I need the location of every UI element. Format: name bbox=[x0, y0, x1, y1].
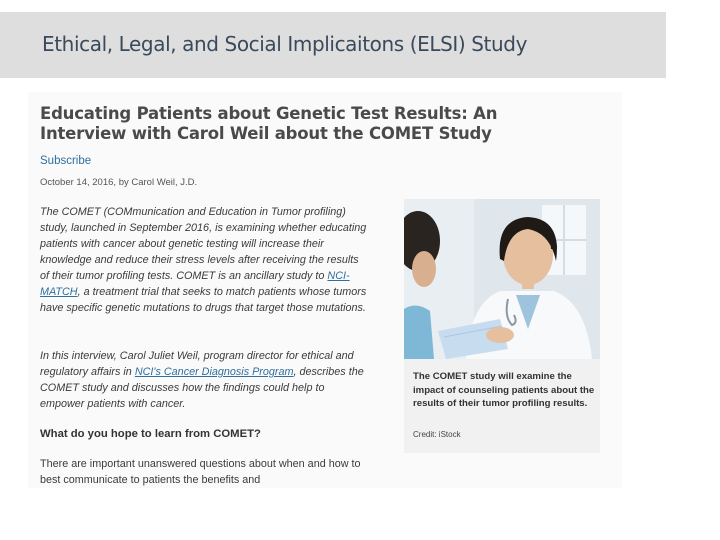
interview-text-end: , describes the COMET study and discusses how the findings could help to empower patients with cancer. bbox=[40, 366, 364, 410]
byline-author: Carol Weil, J.D. bbox=[131, 177, 198, 188]
doctor-patient-photo bbox=[404, 199, 600, 359]
article-figure bbox=[404, 199, 600, 453]
interview-paragraph bbox=[40, 348, 370, 412]
cancer-diagnosis-program-link[interactable]: NCI's Cancer Diagnosis Program bbox=[134, 366, 294, 378]
intro-paragraph bbox=[40, 204, 370, 316]
interview-text: In this interview, Carol Juliet Weil, program director for ethical and regulatory affairs in bbox=[40, 350, 354, 378]
question-heading: What do you hope to learn from COMET? bbox=[40, 428, 261, 440]
answer-paragraph: There are important unanswered questions about when and how to best communicate to patients the benefits and bbox=[40, 458, 361, 486]
figure-credit: Credit: iStock bbox=[413, 430, 461, 439]
intro-text-end: , a treatment trial that seeks to match patients whose tumors have specific genetic mutations to drugs that target those mutations. bbox=[40, 286, 367, 314]
slide-title: Ethical, Legal, and Social Implicaitons (ELSI) Study bbox=[42, 32, 528, 56]
figure-caption: The COMET study will examine the impact of counseling patients about the results of their tumor profiling results. bbox=[413, 371, 595, 409]
article-byline bbox=[40, 177, 197, 188]
byline-date: October 14, 2016, by bbox=[40, 177, 132, 188]
intro-text: The COMET (COMmunication and Education in Tumor profiling) study, launched in September 2016, is examining whether educating patients with cancer about genetic testing will increase their knowledge and reduce their stress levels after receiving the results of their tumor profiling tests. COMET is an ancillary study to bbox=[40, 206, 367, 282]
subscribe-link[interactable]: Subscribe bbox=[40, 155, 92, 167]
article-screenshot bbox=[28, 92, 622, 488]
article-headline: Educating Patients about Genetic Test Results: An Interview with Carol Weil about the COMET Study bbox=[40, 104, 498, 143]
nci-match-link[interactable]: NCI-MATCH bbox=[40, 270, 350, 298]
